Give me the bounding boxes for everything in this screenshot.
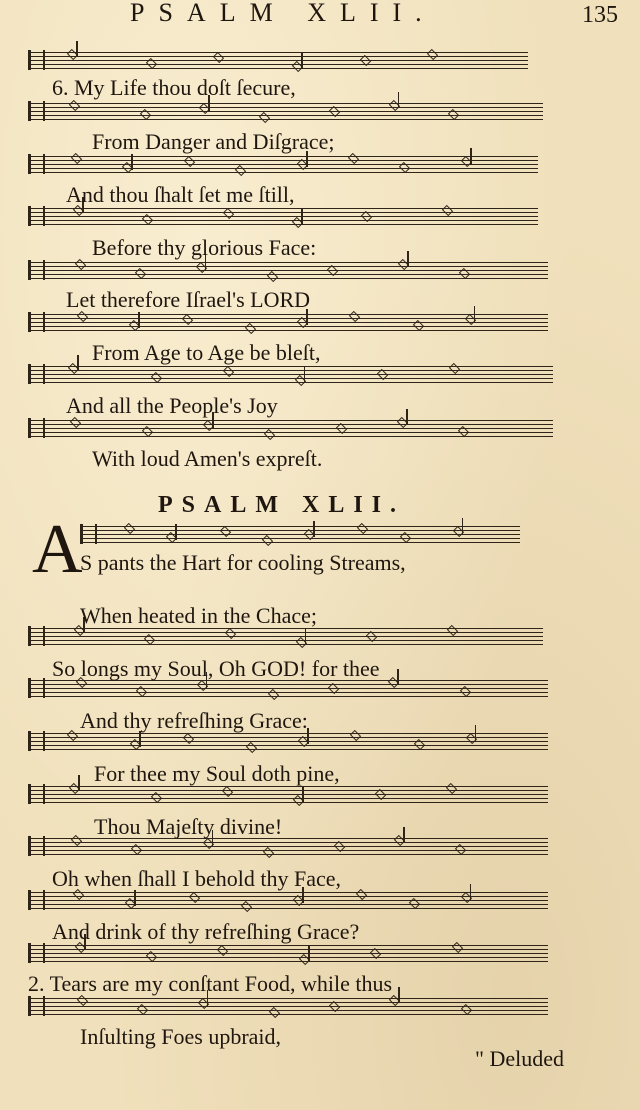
staff-line	[28, 168, 538, 169]
music-staff	[28, 786, 548, 802]
music-staff	[28, 52, 528, 68]
music-staff	[28, 838, 548, 854]
staff-line	[80, 542, 520, 543]
music-note-icon	[245, 323, 256, 334]
music-note-icon	[449, 363, 460, 374]
note-stem-icon	[398, 92, 400, 108]
note-stem-icon	[313, 521, 315, 537]
music-note-icon	[222, 208, 233, 219]
staff-line	[28, 326, 548, 327]
music-note-icon	[349, 311, 360, 322]
staff-line	[28, 802, 548, 803]
note-stem-icon	[302, 787, 304, 803]
staff-line	[28, 790, 548, 791]
staff-line	[28, 688, 548, 689]
psalm-line: 2. Tears are my conſtant Food, while thus	[28, 971, 393, 996]
note-stem-icon	[77, 355, 79, 371]
staff-line	[28, 212, 538, 213]
music-staff	[28, 103, 543, 119]
music-note-icon	[222, 786, 233, 797]
staff-line	[28, 164, 538, 165]
page-header	[0, 0, 640, 30]
staff-line	[28, 52, 528, 53]
verse-line: From Danger and Diſgrace;	[92, 129, 335, 154]
music-note-icon	[348, 153, 359, 164]
music-note-icon	[71, 153, 82, 164]
clef-icon	[28, 50, 45, 70]
music-note-icon	[70, 417, 81, 428]
clef-icon	[28, 943, 45, 963]
music-staff	[28, 208, 538, 224]
note-stem-icon	[139, 731, 141, 747]
note-stem-icon	[475, 725, 477, 741]
music-note-icon	[246, 742, 257, 753]
staff-line	[28, 953, 548, 954]
music-note-icon	[259, 112, 270, 123]
staff-line	[28, 961, 548, 962]
music-note-icon	[71, 835, 82, 846]
psalm-line: When heated in the Chace;	[80, 603, 318, 628]
music-note-icon	[447, 625, 458, 636]
note-stem-icon	[78, 775, 80, 791]
verse-line: With loud Amen's expreſt.	[92, 446, 323, 471]
note-stem-icon	[301, 53, 303, 69]
staff-line	[28, 330, 548, 331]
note-stem-icon	[76, 41, 78, 57]
staff-line	[28, 842, 548, 843]
staff-line	[28, 156, 538, 157]
running-head: PSALM XLII.	[130, 0, 436, 27]
music-note-icon	[217, 945, 228, 956]
music-note-icon	[264, 429, 275, 440]
staff-line	[28, 224, 538, 225]
staff-line	[80, 538, 520, 539]
staff-line	[28, 208, 538, 209]
staff-line	[28, 1006, 548, 1007]
staff-line	[28, 115, 543, 116]
music-note-icon	[188, 892, 199, 903]
music-note-icon	[77, 311, 88, 322]
staff-line	[28, 278, 548, 279]
staff-line	[28, 957, 548, 958]
staff-line	[28, 216, 538, 217]
staff-line	[28, 904, 548, 905]
staff-line	[28, 68, 528, 69]
music-note-icon	[268, 689, 279, 700]
psalm-line: For thee my Soul doth pine,	[94, 761, 340, 786]
staff-line	[28, 749, 548, 750]
clef-icon	[28, 364, 45, 384]
clef-icon	[28, 836, 45, 856]
clef-icon	[28, 731, 45, 751]
music-note-icon	[181, 314, 192, 325]
staff-line	[28, 786, 548, 787]
music-staff	[28, 628, 543, 644]
verse-line: Before thy glorious Face:	[92, 235, 317, 260]
verse-line: From Age to Age be bleſt,	[92, 340, 321, 365]
staff-line	[28, 428, 553, 429]
staff-line	[28, 374, 553, 375]
music-note-icon	[235, 165, 246, 176]
verse-line: 6. My Life thou doſt ſecure,	[52, 75, 296, 100]
note-stem-icon	[474, 306, 476, 322]
music-staff	[80, 526, 520, 542]
staff-line	[28, 370, 553, 371]
music-note-icon	[67, 730, 78, 741]
staff-line	[28, 107, 543, 108]
staff-line	[28, 696, 548, 697]
psalm-line: So longs my Soul, Oh GOD! for thee	[52, 656, 380, 681]
music-note-icon	[357, 523, 368, 534]
psalm-line: Thou Majeſty divine!	[94, 814, 283, 839]
staff-line	[28, 436, 553, 437]
staff-line	[28, 908, 548, 909]
psalm-line: Oh when ſhall I behold thy Face,	[52, 866, 341, 891]
note-stem-icon	[398, 987, 400, 1003]
music-note-icon	[441, 205, 452, 216]
staff-line	[28, 632, 543, 633]
music-note-icon	[350, 730, 361, 741]
note-stem-icon	[305, 629, 307, 645]
note-stem-icon	[175, 524, 177, 540]
staff-line	[28, 1014, 548, 1015]
music-staff	[28, 733, 548, 749]
staff-line	[28, 366, 553, 367]
page-number: 135	[582, 2, 618, 28]
note-stem-icon	[407, 251, 409, 267]
music-staff	[28, 314, 548, 330]
music-staff	[28, 680, 548, 696]
note-stem-icon	[301, 209, 303, 225]
staff-line	[28, 846, 548, 847]
music-note-icon	[182, 733, 193, 744]
clef-icon	[28, 260, 45, 280]
staff-line	[28, 119, 543, 120]
clef-icon	[28, 996, 45, 1016]
music-note-icon	[241, 901, 252, 912]
note-stem-icon	[308, 946, 310, 962]
drop-cap: A	[32, 511, 83, 588]
psalm-line: And drink of thy refreſhing Grace?	[52, 919, 360, 944]
staff-line	[28, 382, 553, 383]
music-staff	[28, 156, 538, 172]
note-stem-icon	[403, 827, 405, 843]
music-note-icon	[269, 1007, 280, 1018]
psalm-line: S pants the Hart for cooling Streams,	[80, 550, 406, 575]
staff-line	[28, 636, 543, 637]
clef-icon	[28, 890, 45, 910]
note-stem-icon	[470, 884, 472, 900]
staff-line	[28, 945, 548, 946]
clef-icon	[28, 784, 45, 804]
staff-line	[28, 56, 528, 57]
music-staff	[28, 366, 553, 382]
music-staff	[28, 420, 553, 436]
staff-line	[28, 424, 553, 425]
staff-line	[28, 854, 548, 855]
staff-line	[28, 798, 548, 799]
staff-line	[28, 270, 548, 271]
clef-icon	[28, 626, 45, 646]
staff-line	[28, 64, 528, 65]
staff-line	[28, 103, 543, 104]
note-stem-icon	[470, 148, 472, 164]
psalm-line: Inſulting Foes upbraid,	[80, 1024, 282, 1049]
note-stem-icon	[304, 367, 306, 383]
music-note-icon	[124, 523, 135, 534]
clef-icon	[28, 418, 45, 438]
note-stem-icon	[462, 518, 464, 534]
staff-line	[28, 60, 528, 61]
music-note-icon	[446, 783, 457, 794]
staff-line	[28, 220, 538, 221]
staff-line	[28, 640, 543, 641]
clef-icon	[28, 206, 45, 226]
music-note-icon	[427, 49, 438, 60]
staff-line	[28, 684, 548, 685]
clef-icon	[28, 154, 45, 174]
music-note-icon	[213, 52, 224, 63]
music-note-icon	[263, 847, 274, 858]
music-staff	[28, 262, 548, 278]
staff-line	[80, 526, 520, 527]
music-staff	[28, 998, 548, 1014]
staff-line	[28, 111, 543, 112]
music-note-icon	[75, 259, 86, 270]
clef-icon	[28, 101, 45, 121]
psalm-title: PSALM XLII.	[158, 492, 406, 518]
music-note-icon	[69, 100, 80, 111]
verse-line: Let therefore Iſrael's LORD	[66, 287, 311, 312]
music-note-icon	[356, 889, 367, 900]
verse-line: And all the People's Joy	[66, 393, 278, 418]
staff-line	[28, 378, 553, 379]
staff-line	[28, 262, 548, 263]
staff-line	[28, 1002, 548, 1003]
verse-line: And thou ſhalt ſet me ſtill,	[66, 182, 295, 207]
music-note-icon	[184, 156, 195, 167]
staff-line	[28, 998, 548, 999]
clef-icon	[28, 678, 45, 698]
staff-line	[28, 432, 553, 433]
music-note-icon	[219, 526, 230, 537]
note-stem-icon	[131, 154, 133, 170]
staff-line	[28, 172, 538, 173]
staff-line	[28, 628, 543, 629]
staff-line	[28, 420, 553, 421]
music-staff	[28, 945, 548, 961]
music-note-icon	[267, 271, 278, 282]
music-staff	[28, 892, 548, 908]
staff-line	[28, 794, 548, 795]
music-note-icon	[222, 366, 233, 377]
music-note-icon	[452, 942, 463, 953]
note-stem-icon	[134, 890, 136, 906]
note-stem-icon	[397, 669, 399, 685]
clef-icon	[28, 312, 45, 332]
clef-icon	[80, 524, 97, 544]
note-stem-icon	[138, 312, 140, 328]
staff-line	[28, 850, 548, 851]
staff-line	[28, 745, 548, 746]
music-note-icon	[262, 535, 273, 546]
staff-line	[28, 949, 548, 950]
psalm-line: And thy refreſhing Grace:	[80, 708, 308, 733]
music-note-icon	[225, 628, 236, 639]
catchword: " Deluded	[474, 1046, 564, 1071]
music-note-icon	[77, 995, 88, 1006]
staff-line	[28, 644, 543, 645]
staff-line	[28, 266, 548, 267]
note-stem-icon	[406, 409, 408, 425]
staff-line	[80, 534, 520, 535]
